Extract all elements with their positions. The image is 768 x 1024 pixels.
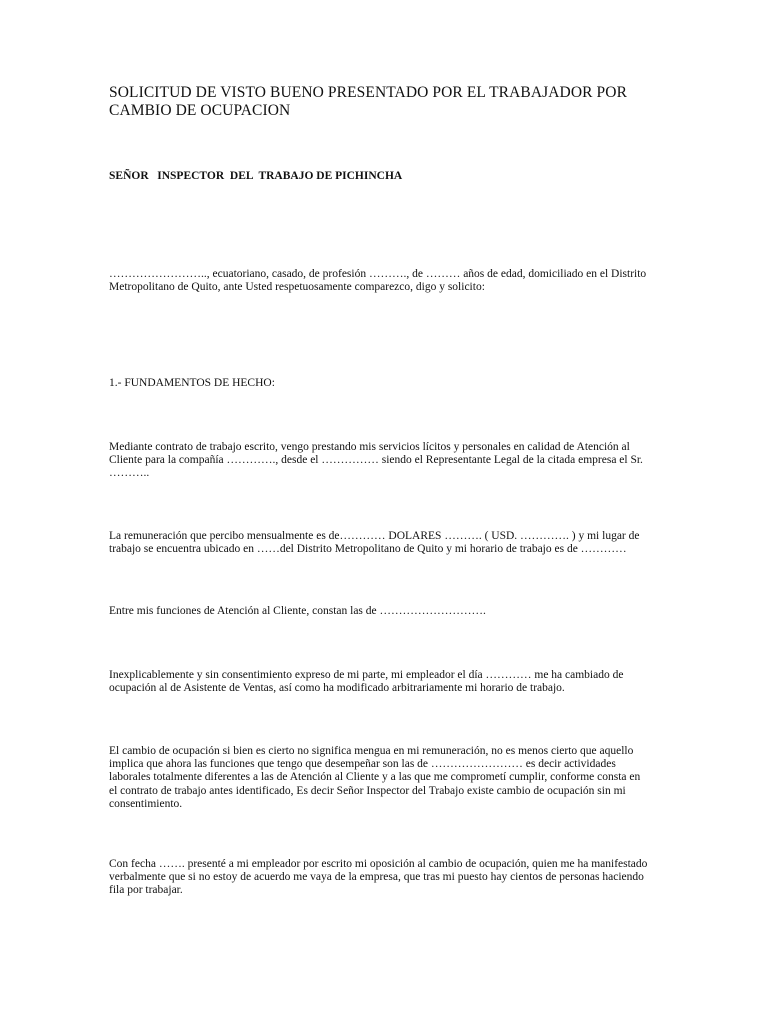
paragraph-contract: Mediante contrato de trabajo escrito, vengo prestando mis servicios lícitos y personales en calidad de Atención al Cliente para la compañía …………., desde el …………… siendo el Representante Legal de la citada empresa el Sr. ……….. <box>109 441 643 480</box>
paragraph-remuneration: La remuneración que percibo mensualmente es de………… DOLARES ………. ( USD. …………. ) y mi lugar de trabajo se encuentra ubicado en ……del Distrito Metropolitano de Quito y mi horario de trabajo es de ………… <box>109 530 640 556</box>
paragraph-change: Inexplicablemente y sin consentimiento expreso de mi parte, mi empleador el día ………… me ha cambiado de ocupación al de Asistente de Ventas, así como ha modificado arbitrariamente mi horario de trabajo. <box>109 669 624 695</box>
document-title: SOLICITUD DE VISTO BUENO PRESENTADO POR EL TRABAJADOR POR CAMBIO DE OCUPACION <box>109 84 628 119</box>
paragraph-opposition: Con fecha ……. presenté a mi empleador por escrito mi oposición al cambio de ocupación, quien me ha manifestado verbalmente que si no estoy de acuerdo me vaya de la empresa, que tras mi puesto hay cientos de personas haciendo fila por trabajar. <box>109 858 648 897</box>
section-heading-facts: 1.- FUNDAMENTOS DE HECHO: <box>109 377 275 389</box>
addressee-line: SEÑOR INSPECTOR DEL TRABAJO DE PICHINCHA <box>109 170 403 182</box>
paragraph-consequence: El cambio de ocupación si bien es cierto no significa mengua en mi remuneración, no es menos cierto que aquello implica que ahora las funciones que tengo que desempeñar son las de …………………… es decir actividades laborales totalmente diferentes a las de Atención al Cliente y a las que me comprometí cumplir, conforme consta en el contrato de trabajo antes identificado, Es decir Señor Inspector del Trabajo existe cambio de ocupación sin mi consentimiento. <box>109 745 641 810</box>
paragraph-introduction: …………………….., ecuatoriano, casado, de profesión ………., de ……… años de edad, domiciliado en el Distrito Metropolitano de Quito, ante Usted respetuosamente comparezco, digo y solicito: <box>109 268 647 294</box>
paragraph-functions: Entre mis funciones de Atención al Cliente, constan las de ………………………. <box>109 605 486 617</box>
